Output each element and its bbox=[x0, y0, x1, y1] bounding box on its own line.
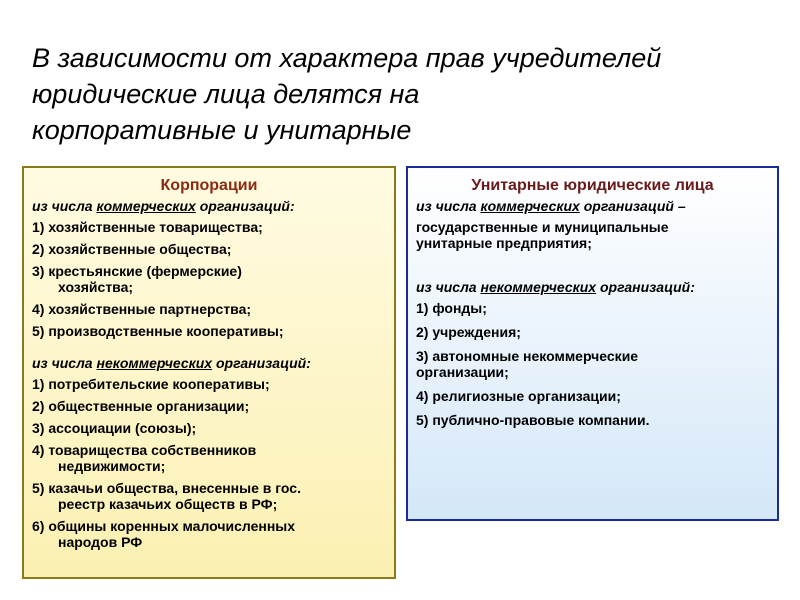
list-item-text: 5) казачьи общества, внесенные в гос. bbox=[32, 480, 301, 496]
unitary-commercial-text bbox=[416, 219, 769, 251]
corporations-commercial-heading-prefix: из числа bbox=[32, 198, 97, 214]
list-item-continuation: реестр казачьих обществ в РФ; bbox=[58, 496, 278, 512]
list-item: 5) производственные кооперативы; bbox=[32, 323, 284, 339]
list-item: 1) хозяйственные товарищества; bbox=[32, 219, 263, 235]
corporations-noncommercial-heading-suffix: организаций: bbox=[212, 355, 311, 371]
list-item: 2) общественные организации; bbox=[32, 398, 250, 414]
list-item-text: 6) общины коренных малочисленных bbox=[32, 518, 296, 534]
list-item-continuation: организации; bbox=[416, 364, 509, 380]
unitary-panel bbox=[406, 166, 779, 521]
corporations-noncommercial-heading-underlined: некоммерческих bbox=[96, 355, 213, 371]
unitary-noncommercial-heading-underlined: некоммерческих bbox=[480, 279, 597, 295]
unitary-commercial-heading-prefix: из числа bbox=[416, 198, 481, 214]
slide-title-line-1: В зависимости от характера прав учредителей bbox=[32, 43, 662, 73]
list-item: 4) религиозные организации; bbox=[416, 388, 621, 404]
unitary-noncommercial-heading-suffix: организаций: bbox=[596, 279, 695, 295]
unitary-commercial-heading bbox=[416, 198, 769, 215]
corporations-commercial-heading-underlined: коммерческих bbox=[96, 198, 196, 214]
list-item-text: 3) крестьянские (фермерские) bbox=[32, 263, 242, 279]
list-item: 2) хозяйственные общества; bbox=[32, 241, 232, 257]
slide-title-line-2: юридические лица делятся на bbox=[32, 79, 420, 109]
unitary-noncommercial-heading-prefix: из числа bbox=[416, 279, 481, 295]
list-item: 2) учреждения; bbox=[416, 324, 521, 340]
list-item bbox=[416, 348, 769, 380]
list-item bbox=[32, 518, 386, 550]
corporations-noncommercial-heading-prefix: из числа bbox=[32, 355, 97, 371]
slide-title-line-3: корпоративные и унитарные bbox=[32, 115, 412, 145]
list-item-continuation: недвижимости; bbox=[58, 458, 166, 474]
unitary-commercial-heading-underlined: коммерческих bbox=[480, 198, 580, 214]
list-item: 1) фонды; bbox=[416, 300, 487, 316]
corporations-noncommercial-heading bbox=[32, 355, 386, 372]
list-item-text: 4) товарищества собственников bbox=[32, 442, 257, 458]
corporations-heading: Корпорации bbox=[160, 177, 258, 194]
unitary-commercial-text-line-1: государственные и муниципальные bbox=[416, 219, 669, 235]
list-item-continuation: хозяйства; bbox=[58, 279, 134, 295]
unitary-heading: Унитарные юридические лица bbox=[471, 177, 714, 194]
corporations-commercial-heading bbox=[32, 198, 386, 215]
unitary-commercial-text-line-2: унитарные предприятия; bbox=[416, 235, 592, 251]
list-item-continuation: народов РФ bbox=[58, 534, 143, 550]
list-item bbox=[32, 263, 386, 295]
corporations-panel bbox=[22, 166, 396, 579]
list-item: 4) хозяйственные партнерства; bbox=[32, 301, 252, 317]
list-item bbox=[32, 442, 386, 474]
unitary-noncommercial-heading bbox=[416, 279, 769, 296]
slide-title bbox=[32, 40, 772, 148]
corporations-commercial-heading-suffix: организаций: bbox=[195, 198, 295, 214]
list-item: 3) ассоциации (союзы); bbox=[32, 420, 197, 436]
list-item: 1) потребительские кооперативы; bbox=[32, 376, 270, 392]
list-item-text: 3) автономные некоммерческие bbox=[416, 348, 639, 364]
unitary-commercial-heading-suffix: организаций – bbox=[579, 198, 686, 214]
list-item bbox=[32, 480, 386, 512]
list-item: 5) публично-правовые компании. bbox=[416, 412, 650, 428]
